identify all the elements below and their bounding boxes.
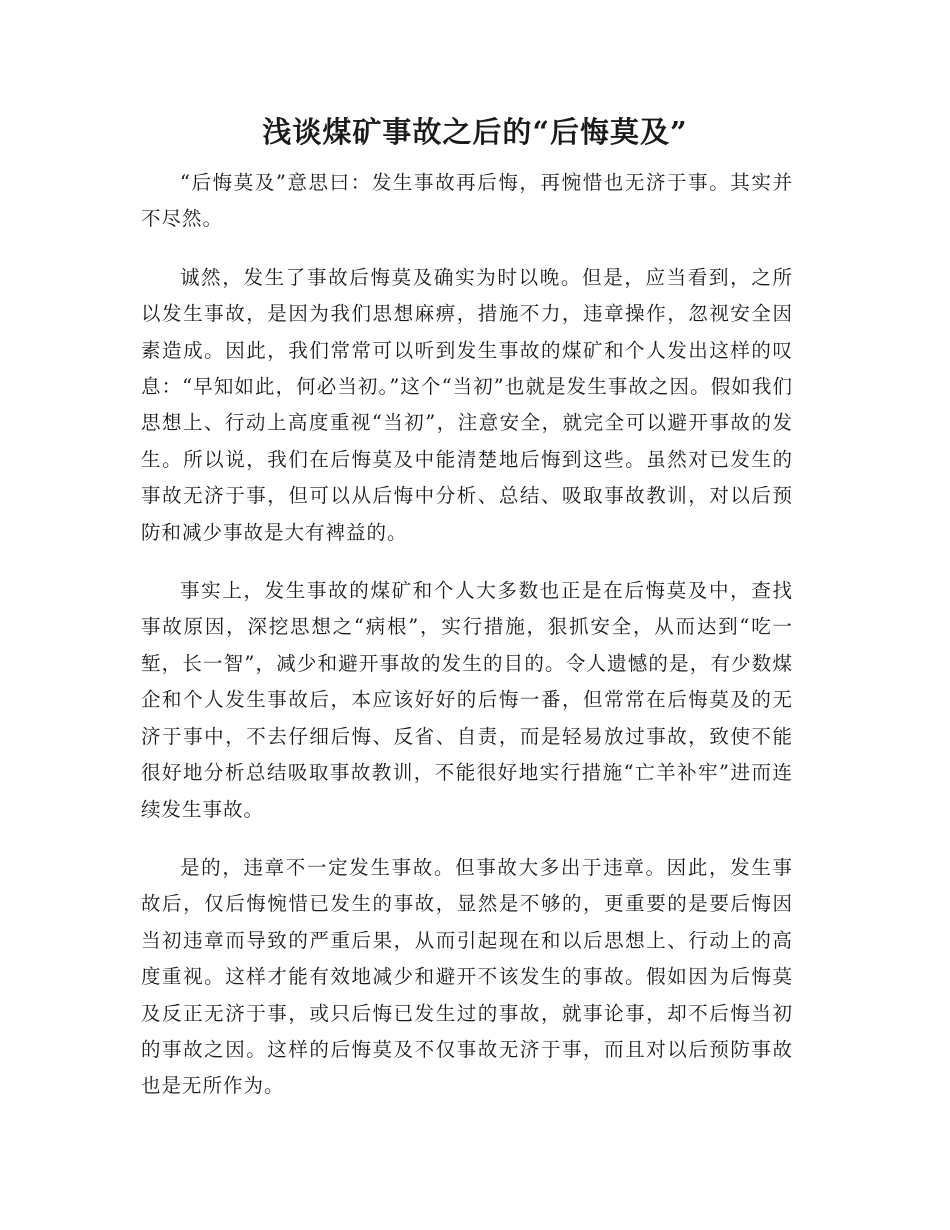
paragraph-3: 事实上，发生事故的煤矿和个人大多数也正是在后悔莫及中，查找事故原因，深挖思想之“病根”，实行措施，狠抓安全，从而达到“吃一堑，长一智”，减少和避开事故的发生的目的。令人遗憾的是，有少数煤企和个人发生事故后，本应该好好的后悔一番，但常常在后悔莫及的无济于事中，不去仔细后悔、反省、自责，而是轻易放过事故，致使不能很好地分析总结吸取事故教训，不能很好地实行措施“亡羊补牢”进而连续发生事故。 <box>141 579 793 821</box>
document-body <box>141 165 793 1127</box>
paragraph-4: 是的，违章不一定发生事故。但事故大多出于违章。因此，发生事故后，仅后悔惋惜已发生的事故，显然是不够的，更重要的是要后悔因当初违章而导致的严重后果，从而引起现在和以后思想上、行动上的高度重视。这样才能有效地减少和避开不该发生的事故。假如因为后悔莫及反正无济于事，或只后悔已发生过的事故，就事论事，却不后悔当初的事故之因。这样的后悔莫及不仅事故无济于事，而且对以后预防事故也是无所作为。 <box>141 855 793 1098</box>
paragraph-2: 诚然，发生了事故后悔莫及确实为时以晚。但是，应当看到，之所以发生事故，是因为我们思想麻痹，措施不力，违章操作，忽视安全因素造成。因此，我们常常可以听到发生事故的煤矿和个人发出这样的叹息：“早知如此，何必当初。”这个“当初”也就是发生事故之因。假如我们思想上、行动上高度重视“当初”，注意安全，就完全可以避开事故的发生。所以说，我们在后悔莫及中能清楚地后悔到这些。虽然对已发生的事故无济于事，但可以从后悔中分析、总结、吸取事故教训，对以后预防和减少事故是大有裨益的。 <box>141 265 793 544</box>
document-title: 浅谈煤矿事故之后的“后悔莫及” <box>262 115 688 149</box>
paragraph-1: “后悔莫及”意思曰：发生事故再后悔，再惋惜也无济于事。其实并不尽然。 <box>141 171 793 231</box>
